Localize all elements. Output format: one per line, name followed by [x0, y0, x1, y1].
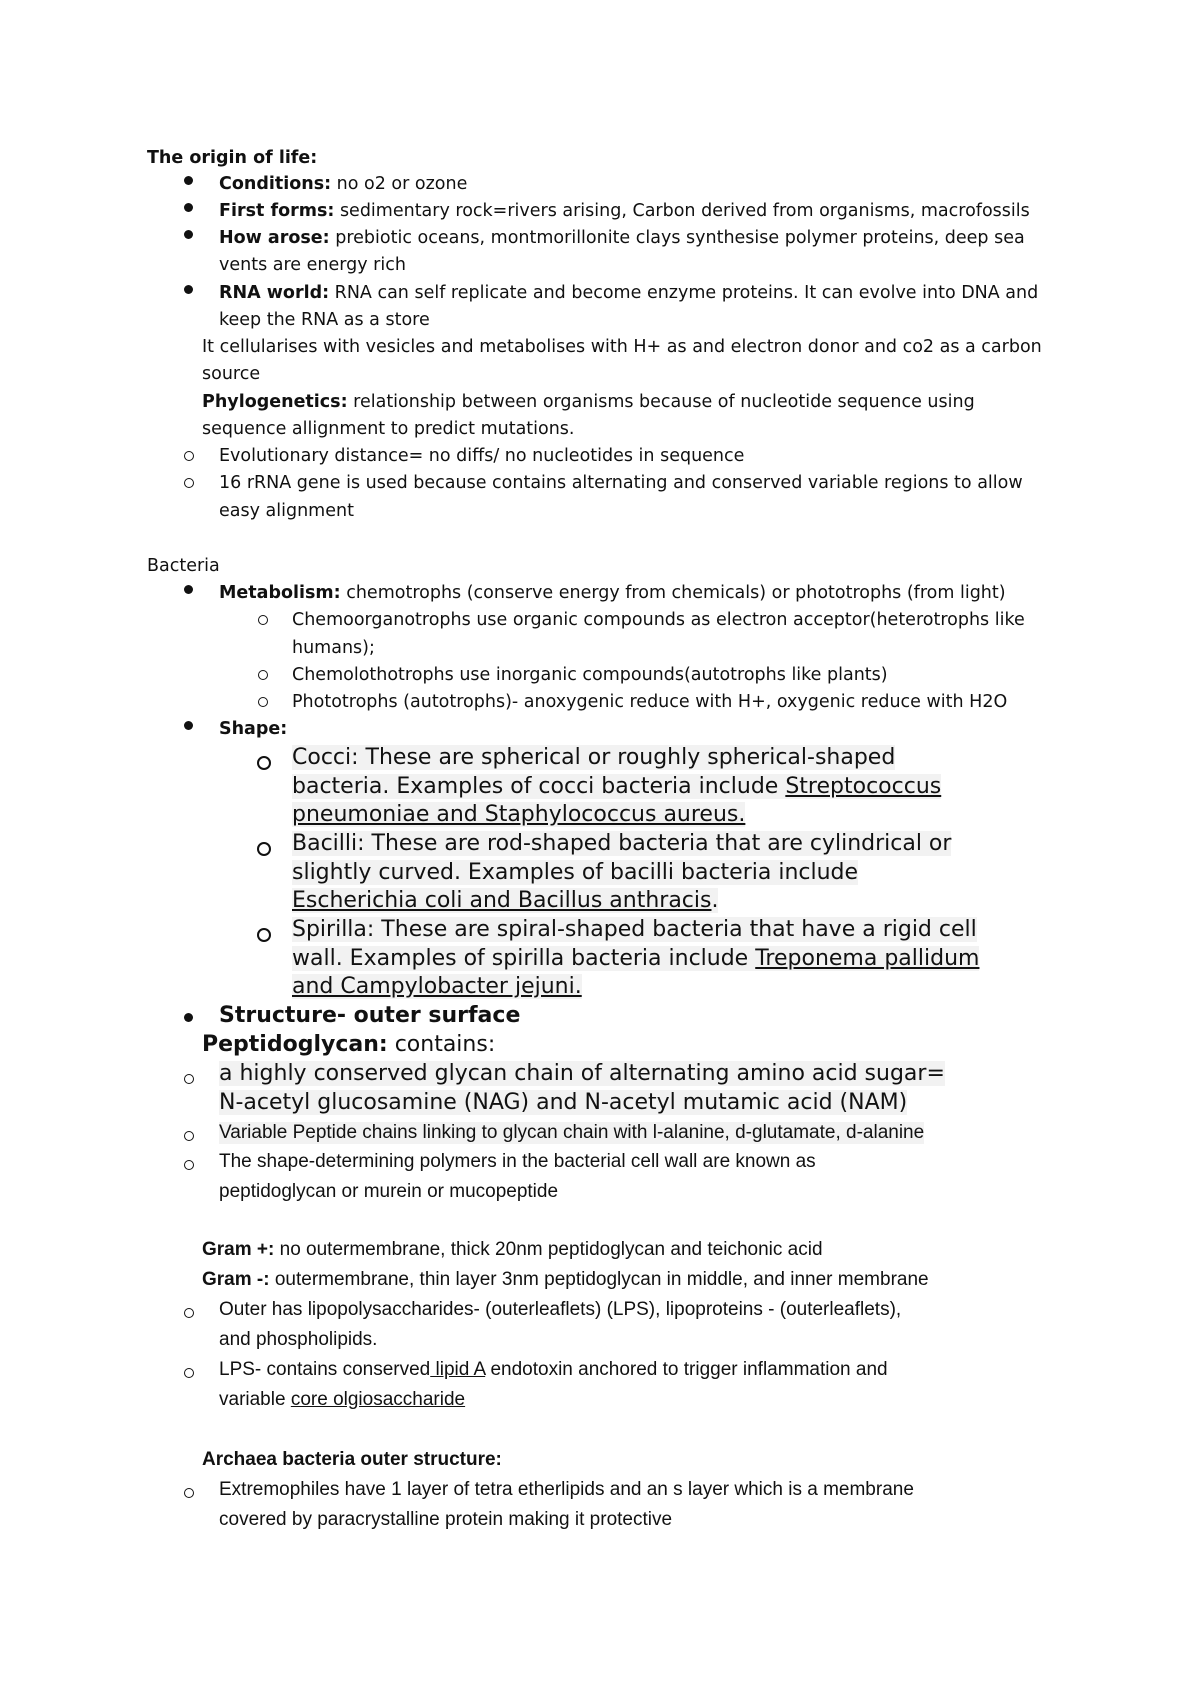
list-item-bacilli-examples: Escherichia coli and Bacillus anthracis. — [292, 888, 719, 913]
list-item-outer-has-cont: and phospholipids. — [219, 1329, 378, 1350]
list-item-how-arose-cont: vents are energy rich — [219, 255, 406, 275]
list-item-metabolism: Metabolism: chemotrophs (conserve energy from chemicals) or phototrophs (from light) — [219, 583, 1006, 603]
paragraph-phylogenetics: Phylogenetics: relationship between organisms because of nucleotide sequence using — [202, 392, 975, 412]
list-item-shape: Shape: — [219, 719, 288, 739]
circle-bullet-icon — [184, 1308, 194, 1318]
paragraph-peptidoglycan: Peptidoglycan: contains: — [202, 1032, 496, 1057]
list-item-structure: Structure- outer surface — [219, 1003, 521, 1028]
list-item-bacilli: Bacilli: These are rod-shaped bacteria that are cylindrical or — [292, 831, 952, 856]
list-item-lps: LPS- contains conserved lipid A endotoxin anchored to trigger inflammation and — [219, 1359, 888, 1380]
list-item-chemoorganotrophs: Chemoorganotrophs use organic compounds as electron acceptor(heterotrophs like — [292, 610, 1025, 630]
list-item-how-arose: How arose: prebiotic oceans, montmorillonite clays synthesise polymer proteins, deep sea — [219, 228, 1025, 248]
circle-bullet-icon — [184, 1074, 194, 1084]
list-item-cocci-examples: pneumoniae and Staphylococcus aureus. — [292, 802, 746, 827]
list-item-extremophiles-cont: covered by paracrystalline protein making it protective — [219, 1509, 673, 1530]
circle-bullet-icon — [184, 1160, 194, 1170]
paragraph-gram-negative: Gram -: outermembrane, thin layer 3nm peptidoglycan in middle, and inner membrane — [202, 1269, 929, 1290]
paragraph-gram-positive: Gram +: no outermembrane, thick 20nm peptidoglycan and teichonic acid — [202, 1239, 823, 1260]
list-item-rna-world: RNA world: RNA can self replicate and become enzyme proteins. It can evolve into DNA and — [219, 283, 1039, 303]
list-item-bacilli-cont: slightly curved. Examples of bacilli bacteria include — [292, 860, 859, 885]
list-item-conditions: Conditions: no o2 or ozone — [219, 174, 468, 194]
circle-bullet-icon — [257, 842, 271, 856]
circle-bullet-icon — [257, 928, 271, 942]
bullet-icon — [184, 230, 193, 239]
bullet-icon — [184, 176, 193, 185]
circle-bullet-icon — [184, 1131, 194, 1141]
list-item-first-forms: First forms: sedimentary rock=rivers arising, Carbon derived from organisms, macrofossils — [219, 201, 1030, 221]
list-item-shape-polymers: The shape-determining polymers in the bacterial cell wall are known as — [219, 1151, 816, 1172]
circle-bullet-icon — [184, 451, 194, 461]
list-item-spirilla-cont: wall. Examples of spirilla bacteria include Treponema pallidum — [292, 946, 980, 971]
list-item-extremophiles: Extremophiles have 1 layer of tetra etherlipids and an s layer which is a membrane — [219, 1479, 914, 1500]
list-item-glycan-chain: a highly conserved glycan chain of alternating amino acid sugar= — [219, 1061, 945, 1086]
list-item-chemolithotrophs: Chemolothotrophs use inorganic compounds(autotrophs like plants) — [292, 665, 888, 685]
bullet-icon — [184, 721, 193, 730]
list-item-lps-cont: variable core olgiosaccharide — [219, 1389, 466, 1410]
section-title-origin: The origin of life: — [147, 148, 318, 168]
section-title-archaea: Archaea bacteria outer structure: — [202, 1449, 502, 1470]
circle-bullet-icon — [258, 670, 268, 680]
paragraph-cellularises: It cellularises with vesicles and metabolises with H+ as and electron donor and co2 as a carbon — [202, 337, 1042, 357]
circle-bullet-icon — [258, 615, 268, 625]
list-item-rrna: 16 rRNA gene is used because contains alternating and conserved variable regions to allow — [219, 473, 1023, 493]
list-item-spirilla: Spirilla: These are spiral-shaped bacteria that have a rigid cell — [292, 917, 977, 942]
circle-bullet-icon — [184, 1488, 194, 1498]
list-item-outer-has: Outer has lipopolysaccharides- (outerleaflets) (LPS), lipoproteins - (outerleaflets), — [219, 1299, 902, 1320]
section-title-bacteria: Bacteria — [147, 556, 220, 576]
list-item-chemoorganotrophs-cont: humans); — [292, 638, 375, 658]
paragraph-phylogenetics-cont: sequence allignment to predict mutations. — [202, 419, 575, 439]
list-item-glycan-chain-cont: N-acetyl glucosamine (NAG) and N-acetyl mutamic acid (NAM) — [219, 1090, 908, 1115]
bullet-icon — [184, 585, 193, 594]
bullet-icon — [184, 1013, 193, 1022]
list-item-spirilla-examples: and Campylobacter jejuni. — [292, 974, 582, 999]
list-item-rrna-cont: easy alignment — [219, 501, 354, 521]
circle-bullet-icon — [258, 697, 268, 707]
list-item-cocci-cont: bacteria. Examples of cocci bacteria include Streptococcus — [292, 774, 942, 799]
paragraph-cellularises-cont: source — [202, 364, 261, 384]
list-item-variable-peptide: Variable Peptide chains linking to glycan chain with l-alanine, d-glutamate, d-alanine — [219, 1122, 925, 1143]
list-item-phototrophs: Phototrophs (autotrophs)- anoxygenic reduce with H+, oxygenic reduce with H2O — [292, 692, 1008, 712]
bullet-icon — [184, 285, 193, 294]
circle-bullet-icon — [184, 1368, 194, 1378]
list-item-rna-world-cont: keep the RNA as a store — [219, 310, 430, 330]
circle-bullet-icon — [257, 756, 271, 770]
bullet-icon — [184, 203, 193, 212]
list-item-shape-polymers-cont: peptidoglycan or murein or mucopeptide — [219, 1181, 559, 1202]
list-item-cocci: Cocci: These are spherical or roughly spherical-shaped — [292, 745, 896, 770]
circle-bullet-icon — [184, 478, 194, 488]
list-item-evolutionary-distance: Evolutionary distance= no diffs/ no nucleotides in sequence — [219, 446, 745, 466]
